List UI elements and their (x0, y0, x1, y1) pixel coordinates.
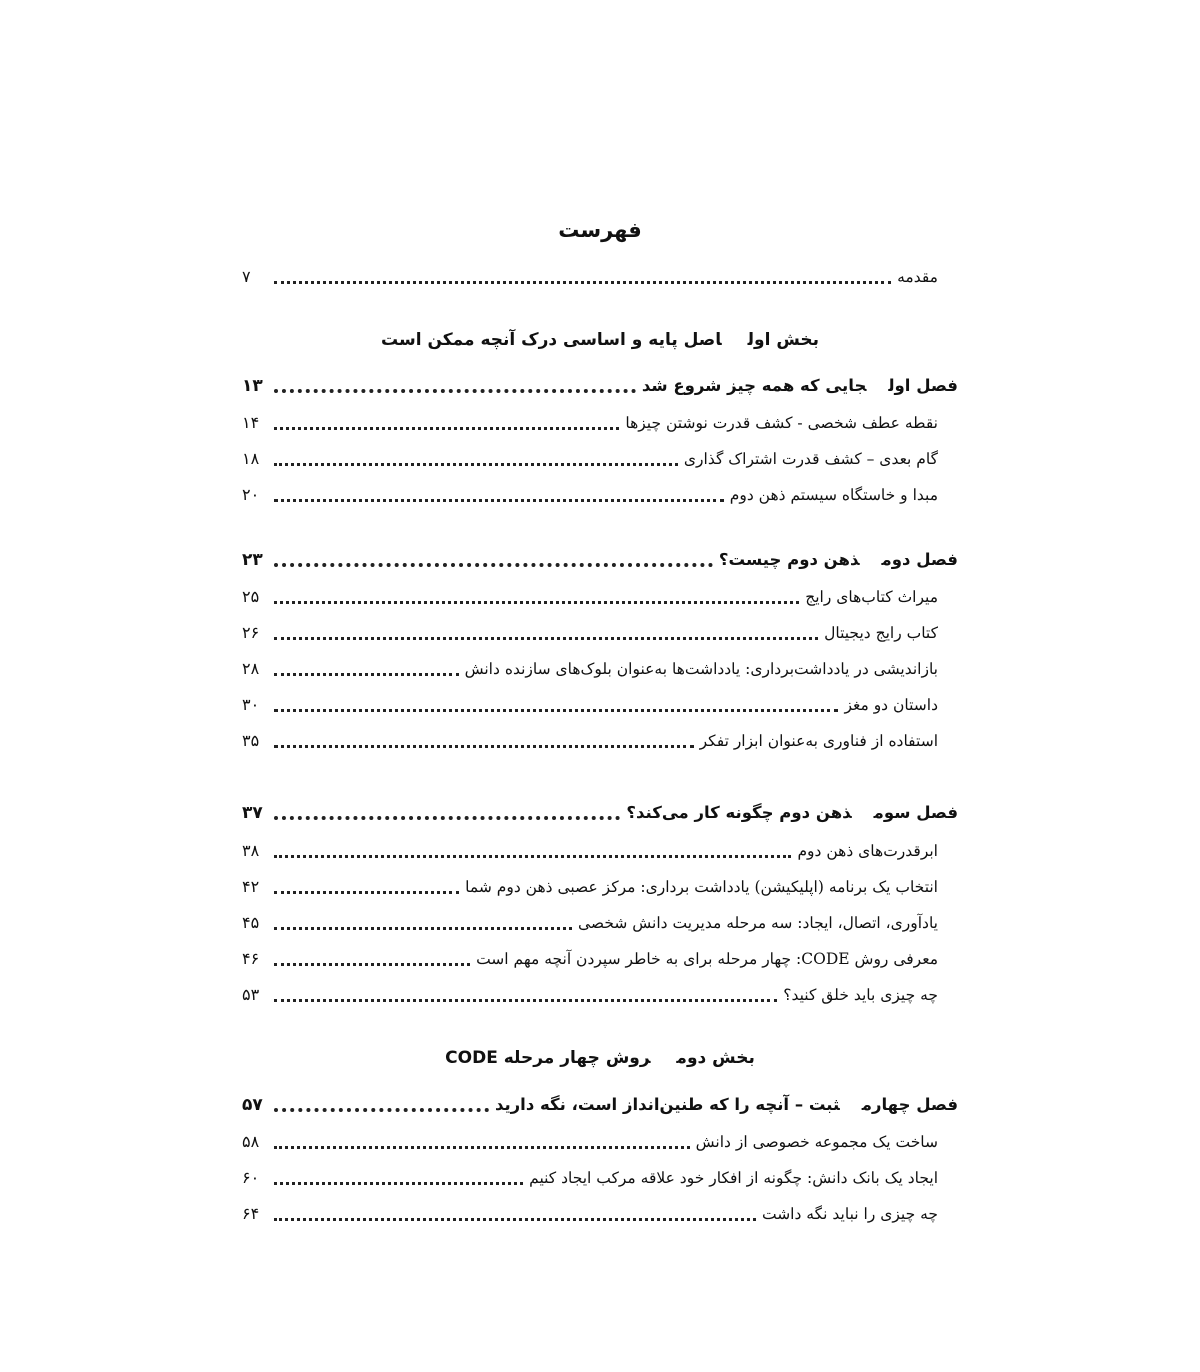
part-title: اصل پایه و اساسی درک آنچه ممکن است (381, 330, 722, 350)
entry-label: میراث کتاب‌های رایج (805, 588, 938, 606)
toc-entry[interactable] (242, 582, 938, 612)
dot-leader (274, 745, 694, 748)
dot-leader (274, 1108, 489, 1112)
dot-leader (274, 1182, 523, 1185)
dot-leader (274, 281, 891, 284)
dot-leader (274, 601, 799, 604)
toc-entry[interactable] (242, 836, 938, 866)
entry-label: نقطه عطف شخصی - کشف قدرت نوشتن چیزها (625, 414, 938, 432)
entry-label: ساخت یک مجموعه خصوصی از دانش (695, 1133, 938, 1151)
entry-label: گام بعدی – کشف قدرت اشتراک گذاری (683, 450, 938, 468)
toc-chapter[interactable] (242, 1090, 958, 1120)
page-number: ۶۴ (242, 1204, 260, 1223)
entry-label: چه چیزی را نباید نگه داشت (761, 1205, 938, 1223)
page-number: ۵۸ (242, 1132, 260, 1151)
page-number: ۱۸ (242, 449, 260, 468)
toc-entry[interactable] (242, 980, 938, 1010)
page-number: ۲۶ (242, 623, 260, 642)
page-number: ۲۵ (242, 587, 260, 606)
dot-leader (274, 637, 818, 640)
entry-label: چه چیزی باید خلق کنید؟ (783, 986, 938, 1004)
entry-label: ایجاد یک بانک دانش: چگونه از افکار خود علاقه مرکب ایجاد کنیم (529, 1169, 938, 1187)
toc-chapter[interactable] (242, 371, 958, 401)
toc-entry[interactable] (242, 654, 938, 684)
page-number: ۳۰ (242, 695, 260, 714)
page-number: ۴۵ (242, 913, 260, 932)
part-heading (0, 330, 1200, 350)
page-number: ۳۸ (242, 841, 260, 860)
dot-leader (274, 816, 620, 820)
chapter-number: فصل دوم (881, 550, 958, 569)
page-number: ۵۷ (242, 1095, 263, 1115)
dot-leader (274, 499, 724, 502)
entry-label: ابرقدرت‌های ذهن دوم (797, 842, 938, 860)
chapter-number: فصل اول (888, 376, 958, 395)
toc-entry-intro[interactable] (242, 262, 938, 292)
dot-leader (274, 563, 713, 567)
toc-entry[interactable] (242, 872, 938, 902)
dot-leader (274, 999, 777, 1002)
toc-entry[interactable] (242, 1163, 938, 1193)
dot-leader (274, 855, 791, 858)
toc-entry[interactable] (242, 408, 938, 438)
toc-entry[interactable] (242, 480, 938, 510)
part-number: بخش دوم (676, 1048, 755, 1068)
chapter-title: ذهن دوم چگونه کار می‌کند؟ (626, 803, 852, 822)
toc-entry[interactable] (242, 1199, 938, 1229)
entry-label: استفاده از فناوری به‌عنوان ابزار تفکر (699, 732, 938, 750)
toc-entry[interactable] (242, 944, 938, 974)
toc-entry[interactable] (242, 690, 938, 720)
page-number: ۴۲ (242, 877, 260, 896)
page-number: ۵۳ (242, 985, 260, 1004)
page-number: ۱۴ (242, 413, 260, 432)
toc-chapter[interactable] (242, 798, 958, 828)
dot-leader (274, 927, 572, 930)
page-number: ۶۰ (242, 1168, 260, 1187)
page-number: ۲۰ (242, 485, 260, 504)
entry-label: کتاب رایج دیجیتال (824, 624, 938, 642)
toc-entry[interactable] (242, 726, 938, 756)
entry-label: مقدمه (897, 268, 938, 286)
page-number: ۲۳ (242, 550, 263, 570)
dot-leader (274, 389, 636, 393)
dot-leader (274, 463, 678, 466)
toc-chapter[interactable] (242, 545, 958, 575)
chapter-title: ذهن دوم چیست؟ (718, 550, 860, 569)
entry-label: داستان دو مغز (844, 696, 938, 714)
page-number: ۲۸ (242, 659, 260, 678)
toc-title: فهرست (558, 218, 642, 242)
part-title: روش چهار مرحله CODE (445, 1048, 651, 1068)
dot-leader (274, 709, 838, 712)
chapter-number: فصل سوم (873, 803, 958, 822)
chapter-title: ثبت – آنچه را که طنین‌انداز است، نگه دارید (494, 1095, 840, 1114)
entry-label: یادآوری، اتصال، ایجاد: سه مرحله مدیریت دانش شخصی (577, 914, 938, 932)
dot-leader (274, 963, 470, 966)
toc-entry[interactable] (242, 908, 938, 938)
page-number: ۳۵ (242, 731, 260, 750)
toc-entry[interactable] (242, 618, 938, 648)
part-heading (0, 1048, 1200, 1068)
entry-label: انتخاب یک برنامه (اپلیکیشن) یادداشت برداری: مرکز عصبی ذهن دوم شما (465, 878, 938, 896)
page-number: ۳۷ (242, 803, 263, 823)
page-number: ۱۳ (242, 376, 263, 396)
part-number: بخش اول (747, 330, 819, 350)
chapter-number: فصل چهارم (861, 1095, 958, 1114)
toc-entry[interactable] (242, 444, 938, 474)
entry-label: مبدا و خاستگاه سیستم ذهن دوم (729, 486, 938, 504)
dot-leader (274, 673, 459, 676)
entry-label: معرفی روش CODE: چهار مرحله برای به خاطر سپردن آنچه مهم است (476, 950, 938, 968)
dot-leader (274, 891, 459, 894)
page-number: ۷ (242, 267, 251, 286)
toc-entry[interactable] (242, 1127, 938, 1157)
chapter-title: جایی که همه چیز شروع شد (641, 376, 867, 395)
dot-leader (274, 1218, 756, 1221)
dot-leader (274, 1146, 690, 1149)
entry-label: بازاندیشی در یادداشت‌برداری: یادداشت‌ها به‌عنوان بلوک‌های سازنده دانش (464, 660, 938, 678)
page-number: ۴۶ (242, 949, 260, 968)
dot-leader (274, 427, 619, 430)
